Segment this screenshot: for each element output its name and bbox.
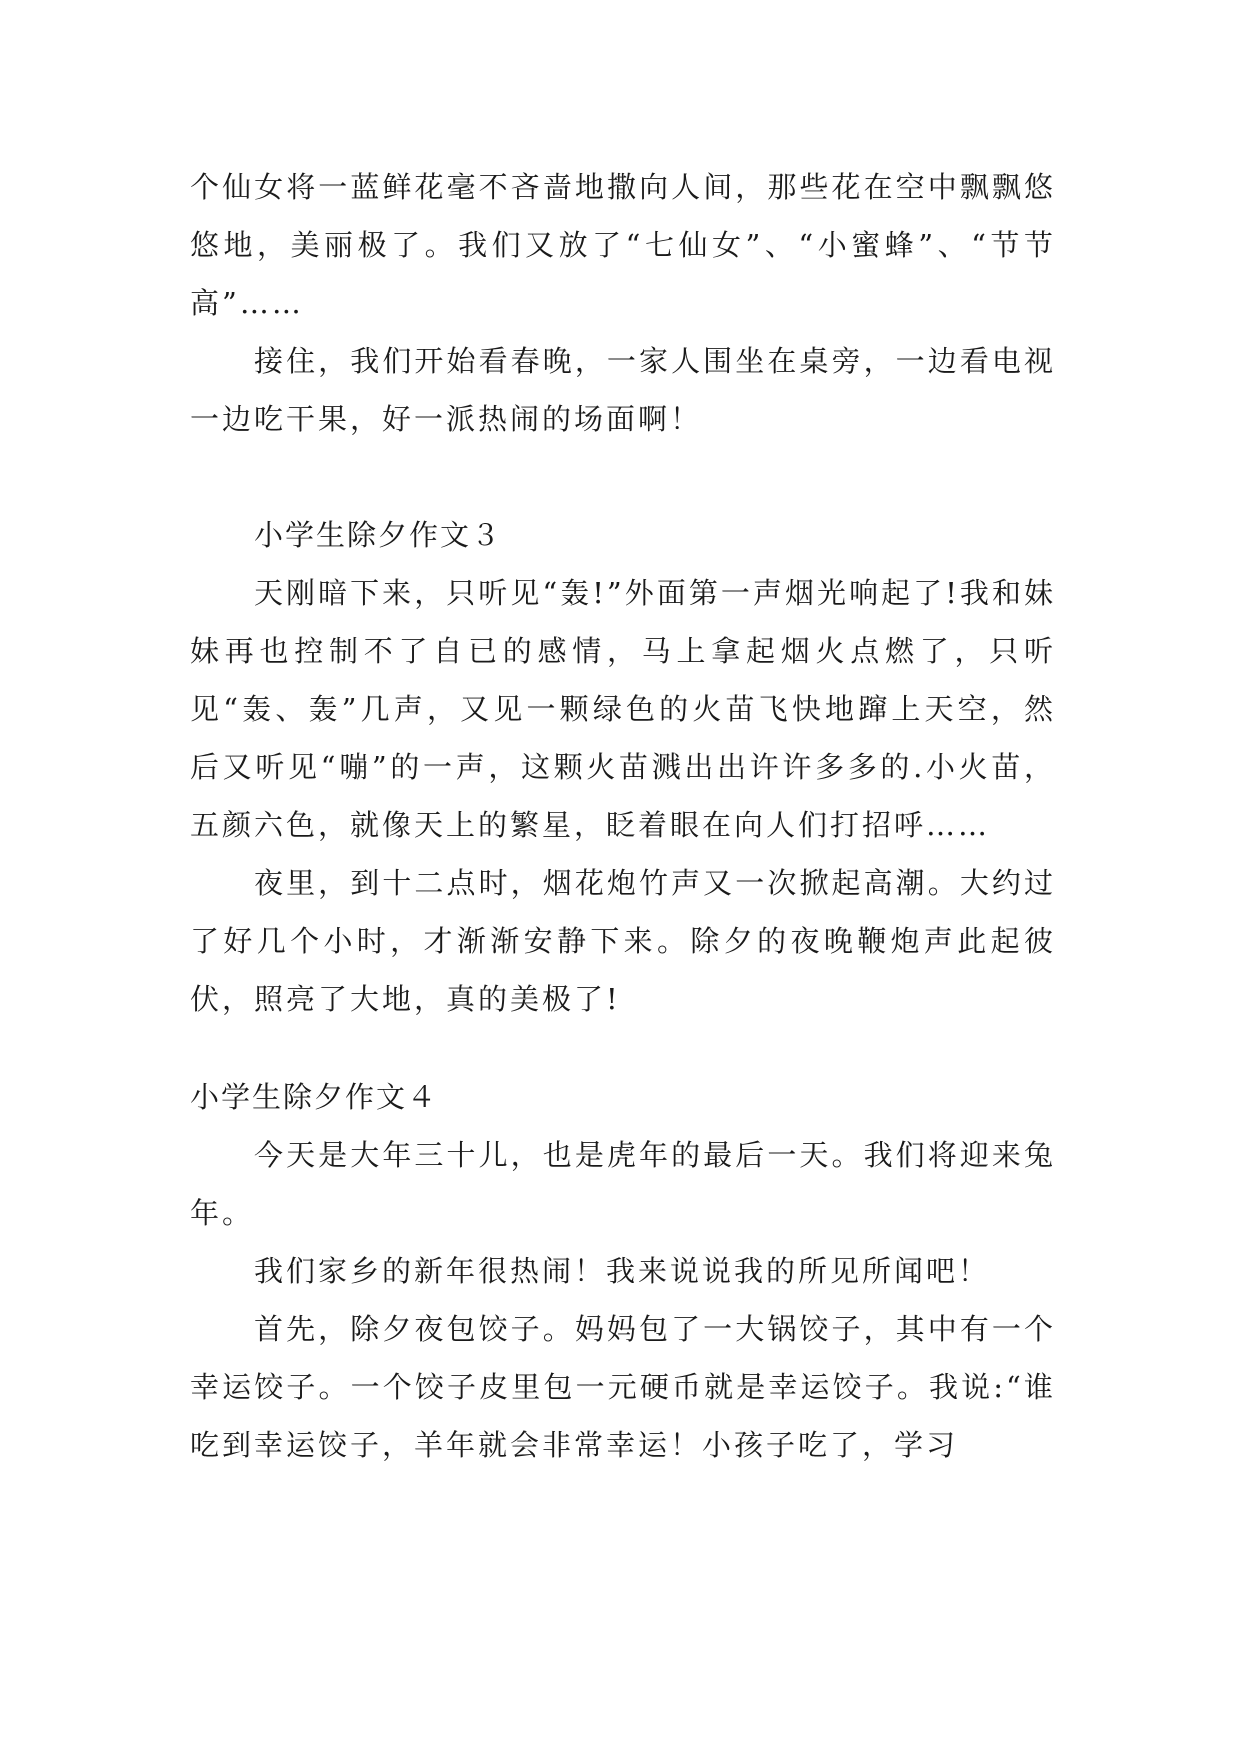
paragraph-midnight: 夜里，到十二点时，烟花炮竹声又一次掀起高潮。大约过了好几个小时，才渐渐安静下来。除夕的夜晚鞭炮声此起彼伏，照亮了大地，真的美极了!	[190, 866, 1056, 1016]
essay-3-title: 小学生除夕作文３	[254, 518, 503, 552]
document-body	[190, 158, 1056, 1474]
paragraph-spring-gala: 接住，我们开始看春晚，一家人围坐在桌旁，一边看电视一边吃干果，好一派热闹的场面啊！	[190, 344, 1056, 436]
paragraph-dumplings: 首先，除夕夜包饺子。妈妈包了一大锅饺子，其中有一个幸运饺子。一个饺子皮里包一元硬币就是幸运饺子。我说:“谁吃到幸运饺子，羊年就会非常幸运！小孩子吃了，学习	[190, 1312, 1056, 1462]
essay-4-title: 小学生除夕作文４	[190, 1080, 439, 1114]
paragraph-fireworks-night: 天刚暗下来，只听见“轰!”外面第一声烟光响起了!我和妹妹再也控制不了自已的感情，马上拿起烟火点燃了，只听见“轰、轰”几声，又见一颗绿色的火苗飞快地蹿上天空，然后又听见“嘣”的一声，这颗火苗溅出出许许多多的.小火苗，五颜六色，就像天上的繁星，眨着眼在向人们打招呼……	[190, 576, 1056, 842]
section-spacer	[190, 448, 1056, 506]
section-spacer	[190, 1028, 1056, 1068]
paragraph-fireworks-continued: 个仙女将一蓝鲜花毫不吝啬地撒向人间，那些花在空中飘飘悠悠地，美丽极了。我们又放了“七仙女”、“小蜜蜂”、“节节高”……	[190, 170, 1056, 320]
paragraph-hometown: 我们家乡的新年很热闹！我来说说我的所见所闻吧！	[254, 1254, 991, 1288]
paragraph-new-year-eve: 今天是大年三十儿，也是虎年的最后一天。我们将迎来兔年。	[190, 1138, 1056, 1230]
